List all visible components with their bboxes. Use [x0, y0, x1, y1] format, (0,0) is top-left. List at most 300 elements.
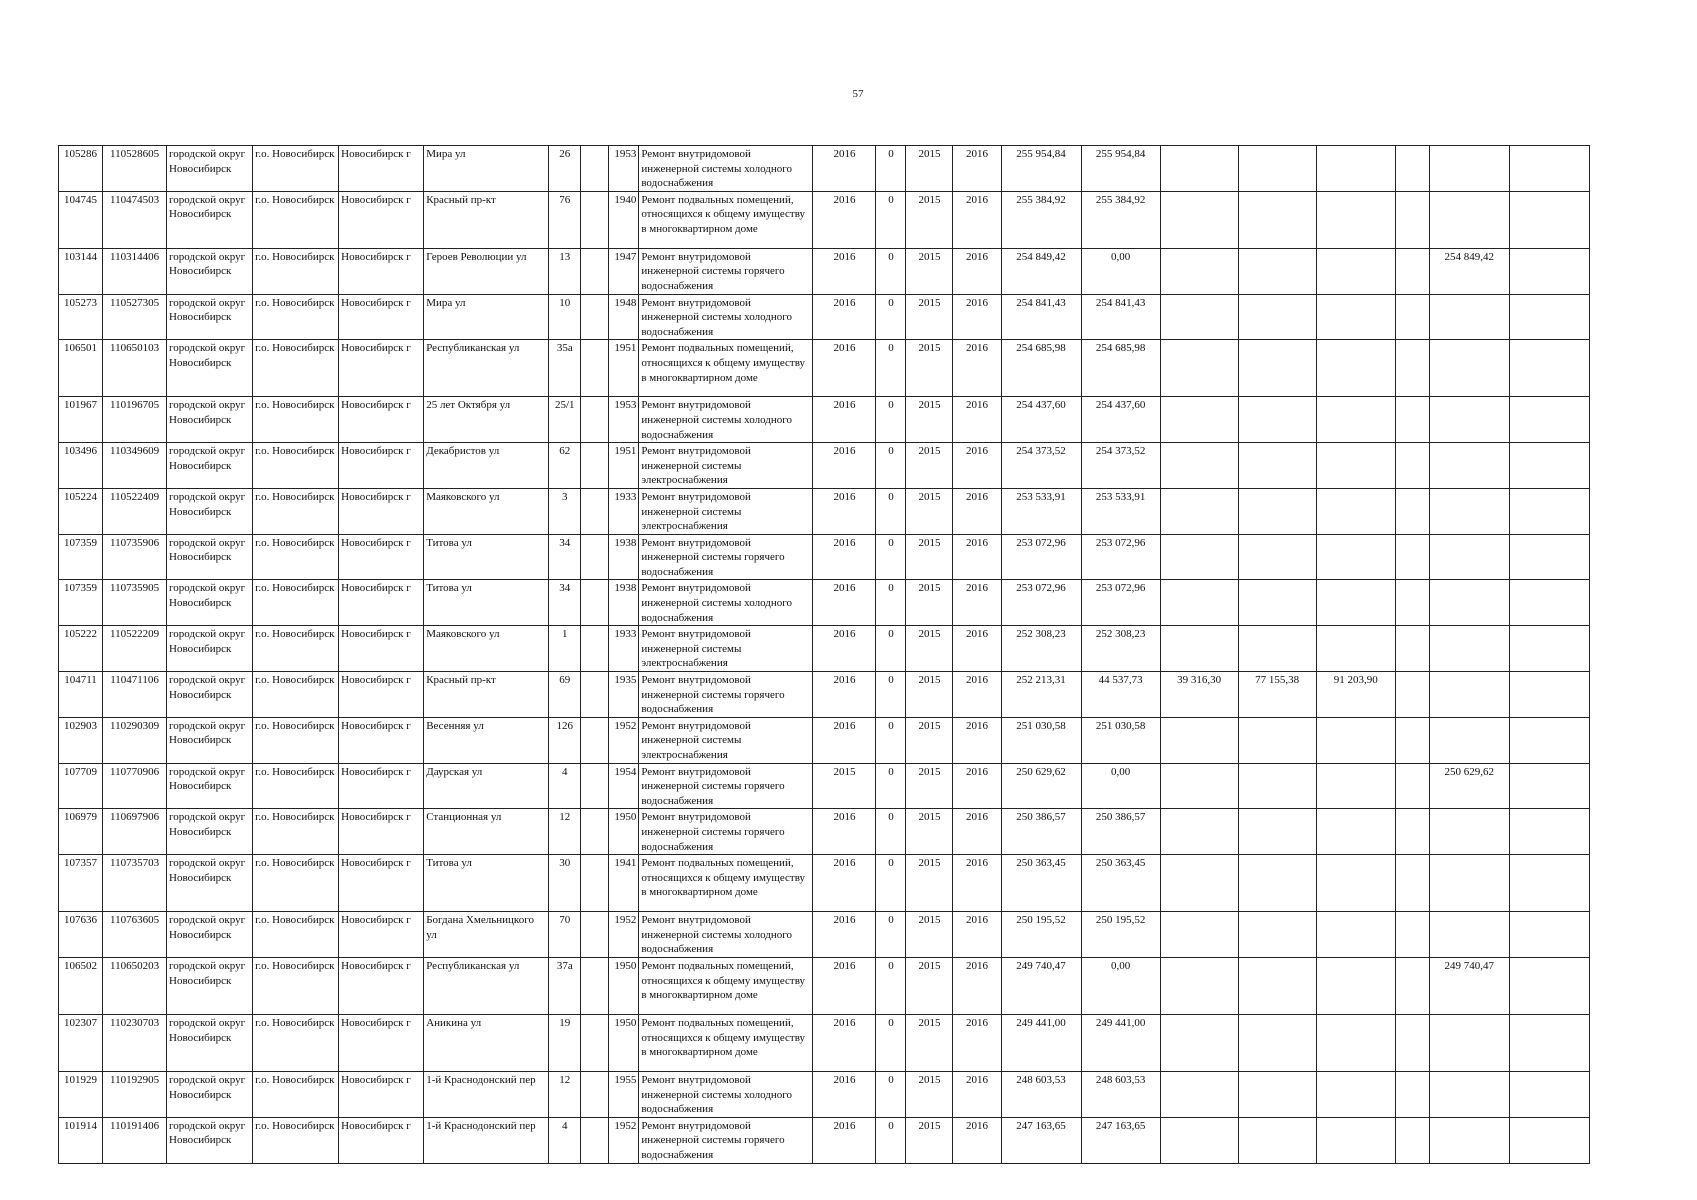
- amount-7-cell: [1509, 717, 1589, 763]
- city-cell: Новосибирск г: [339, 1117, 424, 1163]
- build-year-cell: 1952: [609, 717, 639, 763]
- zero-cell: 0: [876, 1014, 906, 1071]
- total-cost-cell: 254 685,98: [1001, 340, 1081, 397]
- amount-6-cell: [1429, 912, 1509, 958]
- work-code-cell: 110527305: [103, 294, 167, 340]
- zero-cell: 0: [876, 912, 906, 958]
- amount-4-cell: [1316, 1117, 1395, 1163]
- build-year-cell: 1950: [609, 957, 639, 1014]
- amount-2-cell: [1160, 763, 1238, 809]
- work-type-cell: Ремонт внутридомовой инженерной системы электроснабжения: [639, 443, 813, 489]
- city-cell: Новосибирск г: [339, 248, 424, 294]
- street-cell: Весенняя ул: [424, 717, 549, 763]
- object-id-cell: 103144: [59, 248, 103, 294]
- amount-6-cell: [1429, 717, 1509, 763]
- amount-2-cell: [1160, 397, 1238, 443]
- empty-cell: [581, 191, 609, 248]
- end-year-cell: 2016: [953, 340, 1001, 397]
- work-code-cell: 110474503: [103, 191, 167, 248]
- empty-cell: [581, 809, 609, 855]
- end-year-cell: 2016: [953, 146, 1001, 192]
- fund-amount-cell: 254 373,52: [1081, 443, 1160, 489]
- municipality-cell: г.о. Новосибирск: [253, 1014, 339, 1071]
- district-cell: городской округ Новосибирск: [167, 717, 253, 763]
- work-code-cell: 110290309: [103, 717, 167, 763]
- amount-7-cell: [1509, 809, 1589, 855]
- house-number-cell: 12: [549, 809, 581, 855]
- total-cost-cell: 253 072,96: [1001, 580, 1081, 626]
- municipality-cell: г.о. Новосибирск: [253, 855, 339, 912]
- amount-5-cell: [1395, 340, 1429, 397]
- empty-cell: [581, 443, 609, 489]
- end-year-cell: 2016: [953, 443, 1001, 489]
- total-cost-cell: 254 841,43: [1001, 294, 1081, 340]
- zero-cell: 0: [876, 855, 906, 912]
- amount-6-cell: [1429, 626, 1509, 672]
- table-row: [59, 294, 1590, 340]
- zero-cell: 0: [876, 191, 906, 248]
- total-cost-cell: 254 373,52: [1001, 443, 1081, 489]
- amount-2-cell: 39 316,30: [1160, 672, 1238, 718]
- house-number-cell: 62: [549, 443, 581, 489]
- build-year-cell: 1951: [609, 340, 639, 397]
- total-cost-cell: 254 437,60: [1001, 397, 1081, 443]
- city-cell: Новосибирск г: [339, 146, 424, 192]
- object-id-cell: 107359: [59, 534, 103, 580]
- table-row: [59, 397, 1590, 443]
- empty-cell: [581, 855, 609, 912]
- street-cell: Титова ул: [424, 855, 549, 912]
- amount-4-cell: [1316, 912, 1395, 958]
- plan-year-cell: 2016: [813, 340, 876, 397]
- work-code-cell: 110735703: [103, 855, 167, 912]
- end-year-cell: 2016: [953, 248, 1001, 294]
- amount-6-cell: [1429, 488, 1509, 534]
- street-cell: Маяковского ул: [424, 626, 549, 672]
- empty-cell: [581, 1071, 609, 1117]
- total-cost-cell: 253 072,96: [1001, 534, 1081, 580]
- fund-amount-cell: 0,00: [1081, 763, 1160, 809]
- municipality-cell: г.о. Новосибирск: [253, 248, 339, 294]
- amount-4-cell: [1316, 957, 1395, 1014]
- amount-5-cell: [1395, 672, 1429, 718]
- city-cell: Новосибирск г: [339, 443, 424, 489]
- build-year-cell: 1947: [609, 248, 639, 294]
- amount-5-cell: [1395, 294, 1429, 340]
- city-cell: Новосибирск г: [339, 580, 424, 626]
- plan-year-cell: 2016: [813, 488, 876, 534]
- object-id-cell: 105286: [59, 146, 103, 192]
- amount-5-cell: [1395, 534, 1429, 580]
- work-type-cell: Ремонт внутридомовой инженерной системы холодного водоснабжения: [639, 294, 813, 340]
- district-cell: городской округ Новосибирск: [167, 1117, 253, 1163]
- district-cell: городской округ Новосибирск: [167, 1014, 253, 1071]
- start-year-cell: 2015: [906, 191, 953, 248]
- fund-amount-cell: 250 386,57: [1081, 809, 1160, 855]
- plan-year-cell: 2016: [813, 912, 876, 958]
- end-year-cell: 2016: [953, 580, 1001, 626]
- city-cell: Новосибирск г: [339, 488, 424, 534]
- district-cell: городской округ Новосибирск: [167, 912, 253, 958]
- end-year-cell: 2016: [953, 488, 1001, 534]
- total-cost-cell: 249 740,47: [1001, 957, 1081, 1014]
- zero-cell: 0: [876, 397, 906, 443]
- municipality-cell: г.о. Новосибирск: [253, 717, 339, 763]
- build-year-cell: 1950: [609, 1014, 639, 1071]
- work-code-cell: 110650103: [103, 340, 167, 397]
- amount-4-cell: [1316, 340, 1395, 397]
- zero-cell: 0: [876, 1071, 906, 1117]
- start-year-cell: 2015: [906, 294, 953, 340]
- amount-3-cell: [1238, 397, 1316, 443]
- total-cost-cell: 254 849,42: [1001, 248, 1081, 294]
- house-number-cell: 19: [549, 1014, 581, 1071]
- district-cell: городской округ Новосибирск: [167, 672, 253, 718]
- street-cell: Красный пр-кт: [424, 191, 549, 248]
- amount-3-cell: [1238, 340, 1316, 397]
- amount-2-cell: [1160, 534, 1238, 580]
- house-number-cell: 35а: [549, 340, 581, 397]
- build-year-cell: 1938: [609, 580, 639, 626]
- city-cell: Новосибирск г: [339, 957, 424, 1014]
- work-type-cell: Ремонт внутридомовой инженерной системы горячего водоснабжения: [639, 809, 813, 855]
- street-cell: Мира ул: [424, 294, 549, 340]
- amount-3-cell: [1238, 763, 1316, 809]
- total-cost-cell: 250 386,57: [1001, 809, 1081, 855]
- work-type-cell: Ремонт внутридомовой инженерной системы электроснабжения: [639, 626, 813, 672]
- amount-2-cell: [1160, 248, 1238, 294]
- city-cell: Новосибирск г: [339, 855, 424, 912]
- work-type-cell: Ремонт подвальных помещений, относящихся к общему имуществу в многоквартирном доме: [639, 191, 813, 248]
- object-id-cell: 103496: [59, 443, 103, 489]
- end-year-cell: 2016: [953, 294, 1001, 340]
- empty-cell: [581, 626, 609, 672]
- amount-4-cell: [1316, 534, 1395, 580]
- plan-year-cell: 2016: [813, 146, 876, 192]
- amount-2-cell: [1160, 580, 1238, 626]
- end-year-cell: 2016: [953, 809, 1001, 855]
- work-code-cell: 110763605: [103, 912, 167, 958]
- work-type-cell: Ремонт внутридомовой инженерной системы холодного водоснабжения: [639, 146, 813, 192]
- city-cell: Новосибирск г: [339, 397, 424, 443]
- city-cell: Новосибирск г: [339, 534, 424, 580]
- amount-5-cell: [1395, 957, 1429, 1014]
- amount-5-cell: [1395, 1014, 1429, 1071]
- amount-2-cell: [1160, 717, 1238, 763]
- amount-6-cell: [1429, 855, 1509, 912]
- amount-2-cell: [1160, 340, 1238, 397]
- object-id-cell: 102903: [59, 717, 103, 763]
- amount-5-cell: [1395, 248, 1429, 294]
- amount-7-cell: [1509, 957, 1589, 1014]
- total-cost-cell: 252 308,23: [1001, 626, 1081, 672]
- amount-2-cell: [1160, 1071, 1238, 1117]
- table-row: [59, 809, 1590, 855]
- amount-2-cell: [1160, 957, 1238, 1014]
- empty-cell: [581, 1014, 609, 1071]
- work-type-cell: Ремонт подвальных помещений, относящихся к общему имуществу в многоквартирном доме: [639, 957, 813, 1014]
- amount-3-cell: [1238, 146, 1316, 192]
- plan-year-cell: 2016: [813, 397, 876, 443]
- start-year-cell: 2015: [906, 1071, 953, 1117]
- city-cell: Новосибирск г: [339, 672, 424, 718]
- work-code-cell: 110522409: [103, 488, 167, 534]
- start-year-cell: 2015: [906, 340, 953, 397]
- amount-4-cell: [1316, 146, 1395, 192]
- municipality-cell: г.о. Новосибирск: [253, 626, 339, 672]
- city-cell: Новосибирск г: [339, 1014, 424, 1071]
- table-row: [59, 340, 1590, 397]
- street-cell: Титова ул: [424, 580, 549, 626]
- amount-6-cell: [1429, 580, 1509, 626]
- street-cell: Республиканская ул: [424, 957, 549, 1014]
- fund-amount-cell: 254 685,98: [1081, 340, 1160, 397]
- table-row: [59, 191, 1590, 248]
- end-year-cell: 2016: [953, 763, 1001, 809]
- work-code-cell: 110191406: [103, 1117, 167, 1163]
- district-cell: городской округ Новосибирск: [167, 397, 253, 443]
- amount-4-cell: [1316, 855, 1395, 912]
- plan-year-cell: 2016: [813, 580, 876, 626]
- district-cell: городской округ Новосибирск: [167, 340, 253, 397]
- work-type-cell: Ремонт внутридомовой инженерной системы холодного водоснабжения: [639, 397, 813, 443]
- amount-5-cell: [1395, 1071, 1429, 1117]
- work-code-cell: 110650203: [103, 957, 167, 1014]
- municipality-cell: г.о. Новосибирск: [253, 672, 339, 718]
- work-code-cell: 110770906: [103, 763, 167, 809]
- table-row: [59, 855, 1590, 912]
- amount-6-cell: [1429, 191, 1509, 248]
- fund-amount-cell: 250 363,45: [1081, 855, 1160, 912]
- municipality-cell: г.о. Новосибирск: [253, 809, 339, 855]
- work-code-cell: 110697906: [103, 809, 167, 855]
- fund-amount-cell: 255 954,84: [1081, 146, 1160, 192]
- city-cell: Новосибирск г: [339, 809, 424, 855]
- house-number-cell: 4: [549, 1117, 581, 1163]
- district-cell: городской округ Новосибирск: [167, 443, 253, 489]
- street-cell: Героев Революции ул: [424, 248, 549, 294]
- house-number-cell: 30: [549, 855, 581, 912]
- build-year-cell: 1955: [609, 1071, 639, 1117]
- fund-amount-cell: 247 163,65: [1081, 1117, 1160, 1163]
- zero-cell: 0: [876, 763, 906, 809]
- start-year-cell: 2015: [906, 397, 953, 443]
- amount-3-cell: [1238, 1117, 1316, 1163]
- amount-7-cell: [1509, 146, 1589, 192]
- build-year-cell: 1953: [609, 146, 639, 192]
- fund-amount-cell: 44 537,73: [1081, 672, 1160, 718]
- table-row: [59, 1014, 1590, 1071]
- street-cell: Мира ул: [424, 146, 549, 192]
- amount-3-cell: [1238, 957, 1316, 1014]
- amount-2-cell: [1160, 146, 1238, 192]
- street-cell: Станционная ул: [424, 809, 549, 855]
- amount-6-cell: [1429, 146, 1509, 192]
- amount-4-cell: [1316, 1071, 1395, 1117]
- plan-year-cell: 2016: [813, 957, 876, 1014]
- municipality-cell: г.о. Новосибирск: [253, 397, 339, 443]
- district-cell: городской округ Новосибирск: [167, 957, 253, 1014]
- table-row: [59, 443, 1590, 489]
- amount-4-cell: [1316, 191, 1395, 248]
- amount-4-cell: [1316, 626, 1395, 672]
- municipality-cell: г.о. Новосибирск: [253, 763, 339, 809]
- amount-3-cell: [1238, 809, 1316, 855]
- street-cell: Декабристов ул: [424, 443, 549, 489]
- object-id-cell: 107357: [59, 855, 103, 912]
- municipality-cell: г.о. Новосибирск: [253, 191, 339, 248]
- zero-cell: 0: [876, 809, 906, 855]
- repair-program-table: [58, 145, 1590, 1164]
- total-cost-cell: 252 213,31: [1001, 672, 1081, 718]
- empty-cell: [581, 146, 609, 192]
- build-year-cell: 1950: [609, 809, 639, 855]
- municipality-cell: г.о. Новосибирск: [253, 580, 339, 626]
- build-year-cell: 1938: [609, 534, 639, 580]
- amount-4-cell: [1316, 488, 1395, 534]
- start-year-cell: 2015: [906, 717, 953, 763]
- fund-amount-cell: 255 384,92: [1081, 191, 1160, 248]
- amount-6-cell: [1429, 809, 1509, 855]
- district-cell: городской округ Новосибирск: [167, 488, 253, 534]
- table-row: [59, 1071, 1590, 1117]
- zero-cell: 0: [876, 534, 906, 580]
- amount-2-cell: [1160, 1014, 1238, 1071]
- total-cost-cell: 250 629,62: [1001, 763, 1081, 809]
- start-year-cell: 2015: [906, 580, 953, 626]
- house-number-cell: 13: [549, 248, 581, 294]
- work-type-cell: Ремонт внутридомовой инженерной системы холодного водоснабжения: [639, 580, 813, 626]
- object-id-cell: 104711: [59, 672, 103, 718]
- work-type-cell: Ремонт подвальных помещений, относящихся к общему имуществу в многоквартирном доме: [639, 340, 813, 397]
- amount-5-cell: [1395, 855, 1429, 912]
- amount-7-cell: [1509, 580, 1589, 626]
- amount-2-cell: [1160, 855, 1238, 912]
- table-row: [59, 957, 1590, 1014]
- start-year-cell: 2015: [906, 1014, 953, 1071]
- table-row: [59, 672, 1590, 718]
- house-number-cell: 12: [549, 1071, 581, 1117]
- zero-cell: 0: [876, 957, 906, 1014]
- amount-6-cell: 254 849,42: [1429, 248, 1509, 294]
- total-cost-cell: 251 030,58: [1001, 717, 1081, 763]
- total-cost-cell: 247 163,65: [1001, 1117, 1081, 1163]
- amount-4-cell: [1316, 717, 1395, 763]
- amount-5-cell: [1395, 717, 1429, 763]
- amount-4-cell: [1316, 294, 1395, 340]
- object-id-cell: 106501: [59, 340, 103, 397]
- city-cell: Новосибирск г: [339, 763, 424, 809]
- amount-6-cell: 250 629,62: [1429, 763, 1509, 809]
- end-year-cell: 2016: [953, 1071, 1001, 1117]
- fund-amount-cell: 248 603,53: [1081, 1071, 1160, 1117]
- zero-cell: 0: [876, 294, 906, 340]
- amount-7-cell: [1509, 763, 1589, 809]
- amount-4-cell: [1316, 580, 1395, 626]
- city-cell: Новосибирск г: [339, 912, 424, 958]
- fund-amount-cell: 0,00: [1081, 957, 1160, 1014]
- street-cell: Даурская ул: [424, 763, 549, 809]
- table-row: [59, 763, 1590, 809]
- zero-cell: 0: [876, 1117, 906, 1163]
- zero-cell: 0: [876, 146, 906, 192]
- end-year-cell: 2016: [953, 191, 1001, 248]
- amount-2-cell: [1160, 809, 1238, 855]
- amount-5-cell: [1395, 191, 1429, 248]
- work-type-cell: Ремонт подвальных помещений, относящихся к общему имуществу в многоквартирном доме: [639, 855, 813, 912]
- house-number-cell: 3: [549, 488, 581, 534]
- table-row: [59, 248, 1590, 294]
- start-year-cell: 2015: [906, 912, 953, 958]
- district-cell: городской округ Новосибирск: [167, 294, 253, 340]
- empty-cell: [581, 397, 609, 443]
- fund-amount-cell: 251 030,58: [1081, 717, 1160, 763]
- total-cost-cell: 248 603,53: [1001, 1071, 1081, 1117]
- house-number-cell: 69: [549, 672, 581, 718]
- empty-cell: [581, 580, 609, 626]
- start-year-cell: 2015: [906, 763, 953, 809]
- amount-3-cell: 77 155,38: [1238, 672, 1316, 718]
- amount-4-cell: [1316, 809, 1395, 855]
- start-year-cell: 2015: [906, 1117, 953, 1163]
- street-cell: Маяковского ул: [424, 488, 549, 534]
- start-year-cell: 2015: [906, 146, 953, 192]
- end-year-cell: 2016: [953, 1014, 1001, 1071]
- amount-7-cell: [1509, 1117, 1589, 1163]
- district-cell: городской округ Новосибирск: [167, 248, 253, 294]
- work-code-cell: 110735905: [103, 580, 167, 626]
- amount-7-cell: [1509, 1014, 1589, 1071]
- zero-cell: 0: [876, 340, 906, 397]
- municipality-cell: г.о. Новосибирск: [253, 294, 339, 340]
- empty-cell: [581, 488, 609, 534]
- district-cell: городской округ Новосибирск: [167, 626, 253, 672]
- amount-3-cell: [1238, 855, 1316, 912]
- plan-year-cell: 2016: [813, 855, 876, 912]
- zero-cell: 0: [876, 580, 906, 626]
- amount-2-cell: [1160, 626, 1238, 672]
- amount-3-cell: [1238, 717, 1316, 763]
- build-year-cell: 1953: [609, 397, 639, 443]
- plan-year-cell: 2016: [813, 1071, 876, 1117]
- amount-6-cell: [1429, 294, 1509, 340]
- object-id-cell: 105273: [59, 294, 103, 340]
- work-type-cell: Ремонт внутридомовой инженерной системы электроснабжения: [639, 717, 813, 763]
- work-type-cell: Ремонт подвальных помещений, относящихся к общему имуществу в многоквартирном доме: [639, 1014, 813, 1071]
- work-code-cell: 110196705: [103, 397, 167, 443]
- build-year-cell: 1952: [609, 912, 639, 958]
- district-cell: городской округ Новосибирск: [167, 855, 253, 912]
- plan-year-cell: 2016: [813, 1117, 876, 1163]
- amount-5-cell: [1395, 626, 1429, 672]
- fund-amount-cell: 253 072,96: [1081, 534, 1160, 580]
- plan-year-cell: 2016: [813, 534, 876, 580]
- fund-amount-cell: 253 533,91: [1081, 488, 1160, 534]
- amount-7-cell: [1509, 340, 1589, 397]
- amount-3-cell: [1238, 534, 1316, 580]
- street-cell: 25 лет Октября ул: [424, 397, 549, 443]
- amount-3-cell: [1238, 443, 1316, 489]
- amount-4-cell: [1316, 443, 1395, 489]
- amount-7-cell: [1509, 912, 1589, 958]
- table-row: [59, 580, 1590, 626]
- end-year-cell: 2016: [953, 534, 1001, 580]
- start-year-cell: 2015: [906, 855, 953, 912]
- district-cell: городской округ Новосибирск: [167, 1071, 253, 1117]
- municipality-cell: г.о. Новосибирск: [253, 1071, 339, 1117]
- zero-cell: 0: [876, 488, 906, 534]
- object-id-cell: 107709: [59, 763, 103, 809]
